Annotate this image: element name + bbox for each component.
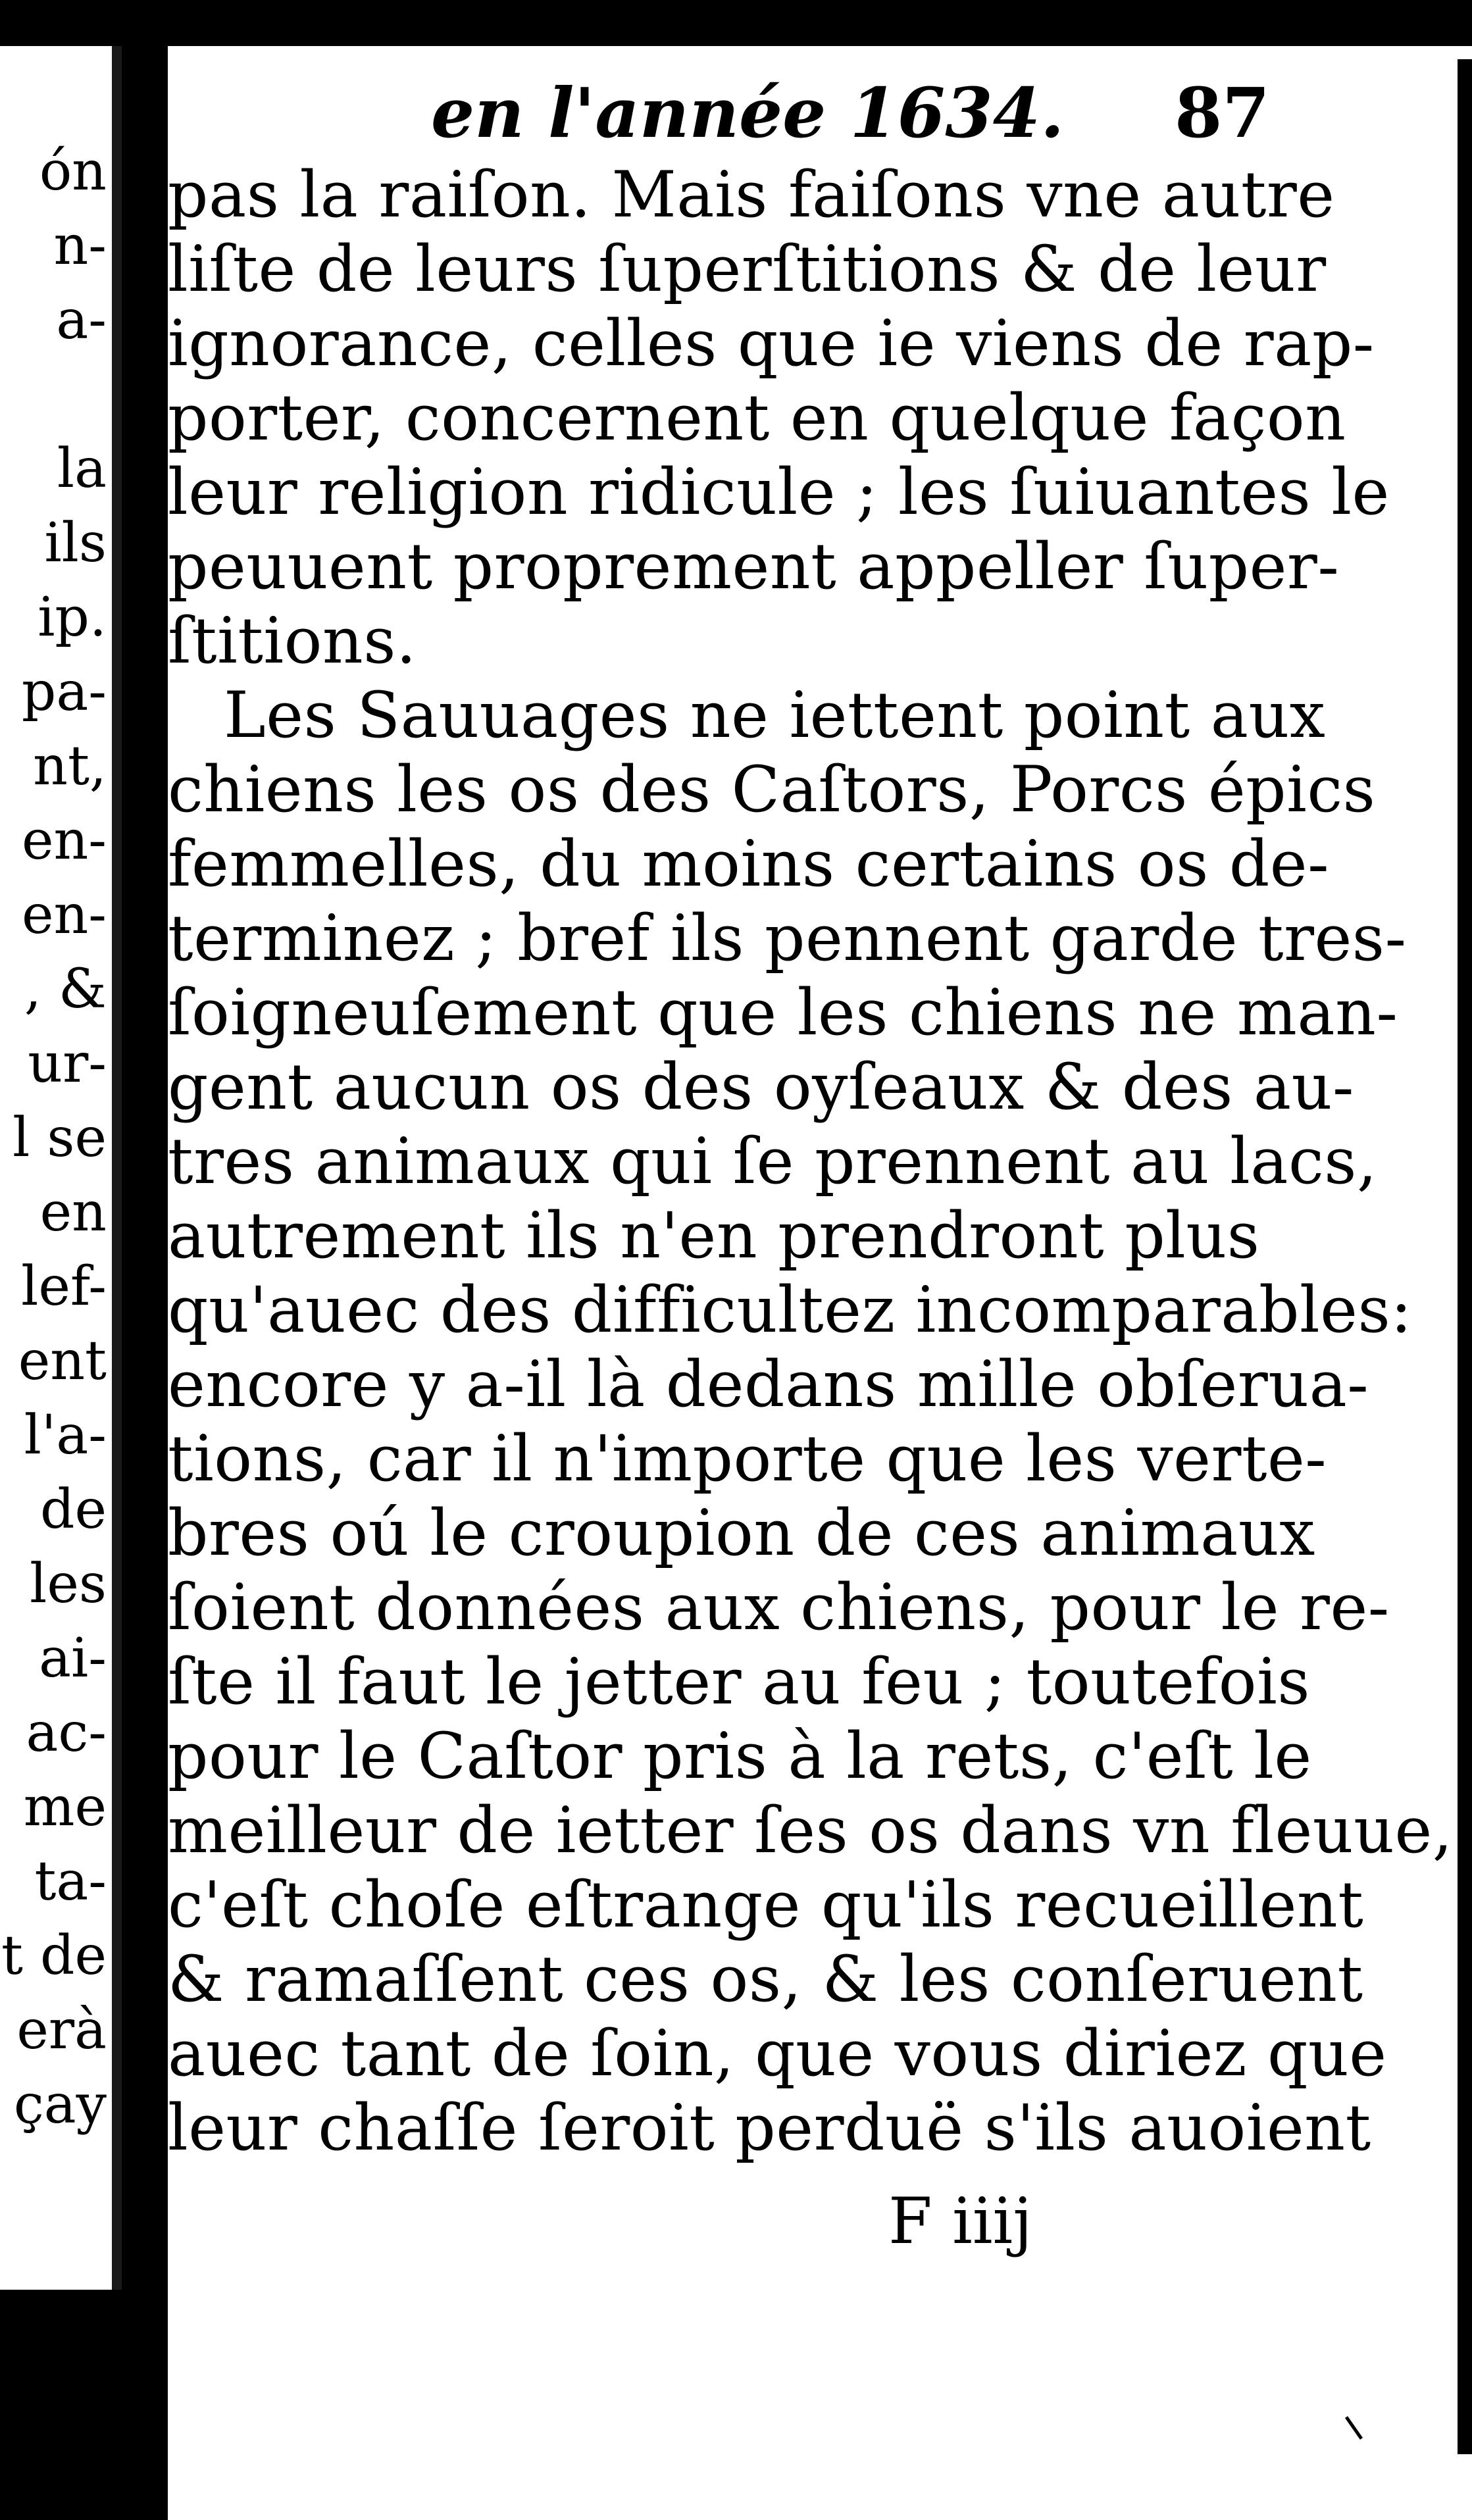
text-line: ſoient données aux chiens, pour le re- xyxy=(168,1571,1390,1644)
text-line: ignorance, celles que ie viens de rap- xyxy=(168,307,1375,380)
top-scan-border xyxy=(0,0,1472,46)
text-line: Les Sauuages ne iettent point aux xyxy=(224,678,1326,752)
previous-page-fragment: pa- xyxy=(21,661,107,723)
text-line: auec tant de ſoin, que vous diriez que xyxy=(168,2017,1387,2090)
text-line: meilleur de ietter ſes os dans vn fleuue, xyxy=(168,1794,1453,1867)
text-line: pour le Caſtor pris à la rets, c'eſt le xyxy=(168,1719,1312,1793)
previous-page-fragment: a- xyxy=(56,289,107,351)
text-line: leur chaſſe ſeroit perduë s'ils auoient xyxy=(168,2091,1371,2165)
previous-page-fragment: ur- xyxy=(28,1032,107,1095)
text-line: pas la raiſon. Mais faiſons vne autre xyxy=(168,158,1335,232)
previous-page-fragment: n- xyxy=(53,214,107,277)
text-line: & ramaſſent ces os, & les conſeruent xyxy=(168,1942,1363,2016)
book-gutter xyxy=(122,46,168,2520)
previous-page-fragment: t de xyxy=(1,1925,107,1987)
previous-page-fragment: me xyxy=(23,1776,107,1838)
text-line: chiens les os des Caſtors, Porcs épics xyxy=(168,753,1376,826)
previous-page-strip xyxy=(0,46,112,2283)
signature-mark: F iiij xyxy=(888,2184,1032,2258)
previous-page-fragment: ai- xyxy=(39,1627,107,1690)
text-line: ſtitions. xyxy=(168,604,417,678)
previous-page-fragment: nt, xyxy=(33,735,107,797)
previous-page-fragment: en xyxy=(39,1181,107,1244)
book-page xyxy=(168,46,1472,2520)
text-line: tions, car il n'importe que les verte- xyxy=(168,1422,1327,1496)
previous-page-fragment: les xyxy=(30,1553,107,1615)
text-line: encore y a-il là dedans mille obſerua- xyxy=(168,1348,1369,1421)
previous-page-fragment: ta- xyxy=(34,1850,107,1913)
text-line: terminez ; bref ils pennent garde tres- xyxy=(168,901,1407,975)
previous-page-fragment: de xyxy=(39,1478,107,1541)
text-line: ſte il faut le jetter au feu ; toutefois xyxy=(168,1645,1311,1719)
text-line: c'eſt choſe eſtrange qu'ils recueillent xyxy=(168,1868,1364,1942)
previous-page-fragment: ip. xyxy=(38,586,107,649)
text-line: porter, concernent en quelque façon xyxy=(168,381,1346,455)
previous-page-fragment: erà xyxy=(16,1999,107,2061)
bottom-left-scan-border xyxy=(0,2290,125,2520)
previous-page-fragment: en- xyxy=(21,809,107,872)
page-right-edge xyxy=(1458,59,1472,2454)
text-line: gent aucun os des oyſeaux & des au- xyxy=(168,1050,1354,1124)
text-line: leur religion ridicule ; les ſuiuantes le xyxy=(168,455,1390,529)
previous-page-fragment: , & xyxy=(24,958,107,1021)
stray-mark xyxy=(1345,2416,1363,2440)
previous-page-fragment: ac- xyxy=(26,1701,107,1764)
previous-page-fragment: l se xyxy=(13,1107,107,1169)
text-line: ſoigneuſement que les chiens ne man- xyxy=(168,976,1398,1049)
previous-page-fragment: la xyxy=(57,438,107,500)
running-head-title: en l'année 1634. xyxy=(431,72,1065,153)
text-line: autrement ils n'en prendront plus xyxy=(168,1199,1260,1273)
page-number: 87 xyxy=(1175,72,1270,153)
text-line: tres animaux qui ſe prennent au lacs, xyxy=(168,1124,1378,1198)
previous-page-fragment: lef- xyxy=(21,1255,107,1318)
text-line: femmelles, du moins certains os de- xyxy=(168,827,1330,901)
previous-page-fragment: l'a- xyxy=(24,1404,107,1467)
previous-page-fragment: ón xyxy=(39,140,107,203)
text-line: bres oú le croupion de ces animaux xyxy=(168,1496,1315,1570)
previous-page-fragment: ils xyxy=(44,512,107,574)
page-body-text xyxy=(168,158,1453,2165)
previous-page-fragment: ent xyxy=(18,1330,107,1392)
previous-page-fragment: çay xyxy=(13,2073,107,2136)
text-line: qu'auec des difficultez incomparables: xyxy=(168,1273,1413,1347)
text-line: peuuent proprement appeller ſuper- xyxy=(168,530,1340,603)
text-line: liſte de leurs ſuperſtitions & de leur xyxy=(168,232,1327,306)
previous-page-fragment: en- xyxy=(21,884,107,946)
